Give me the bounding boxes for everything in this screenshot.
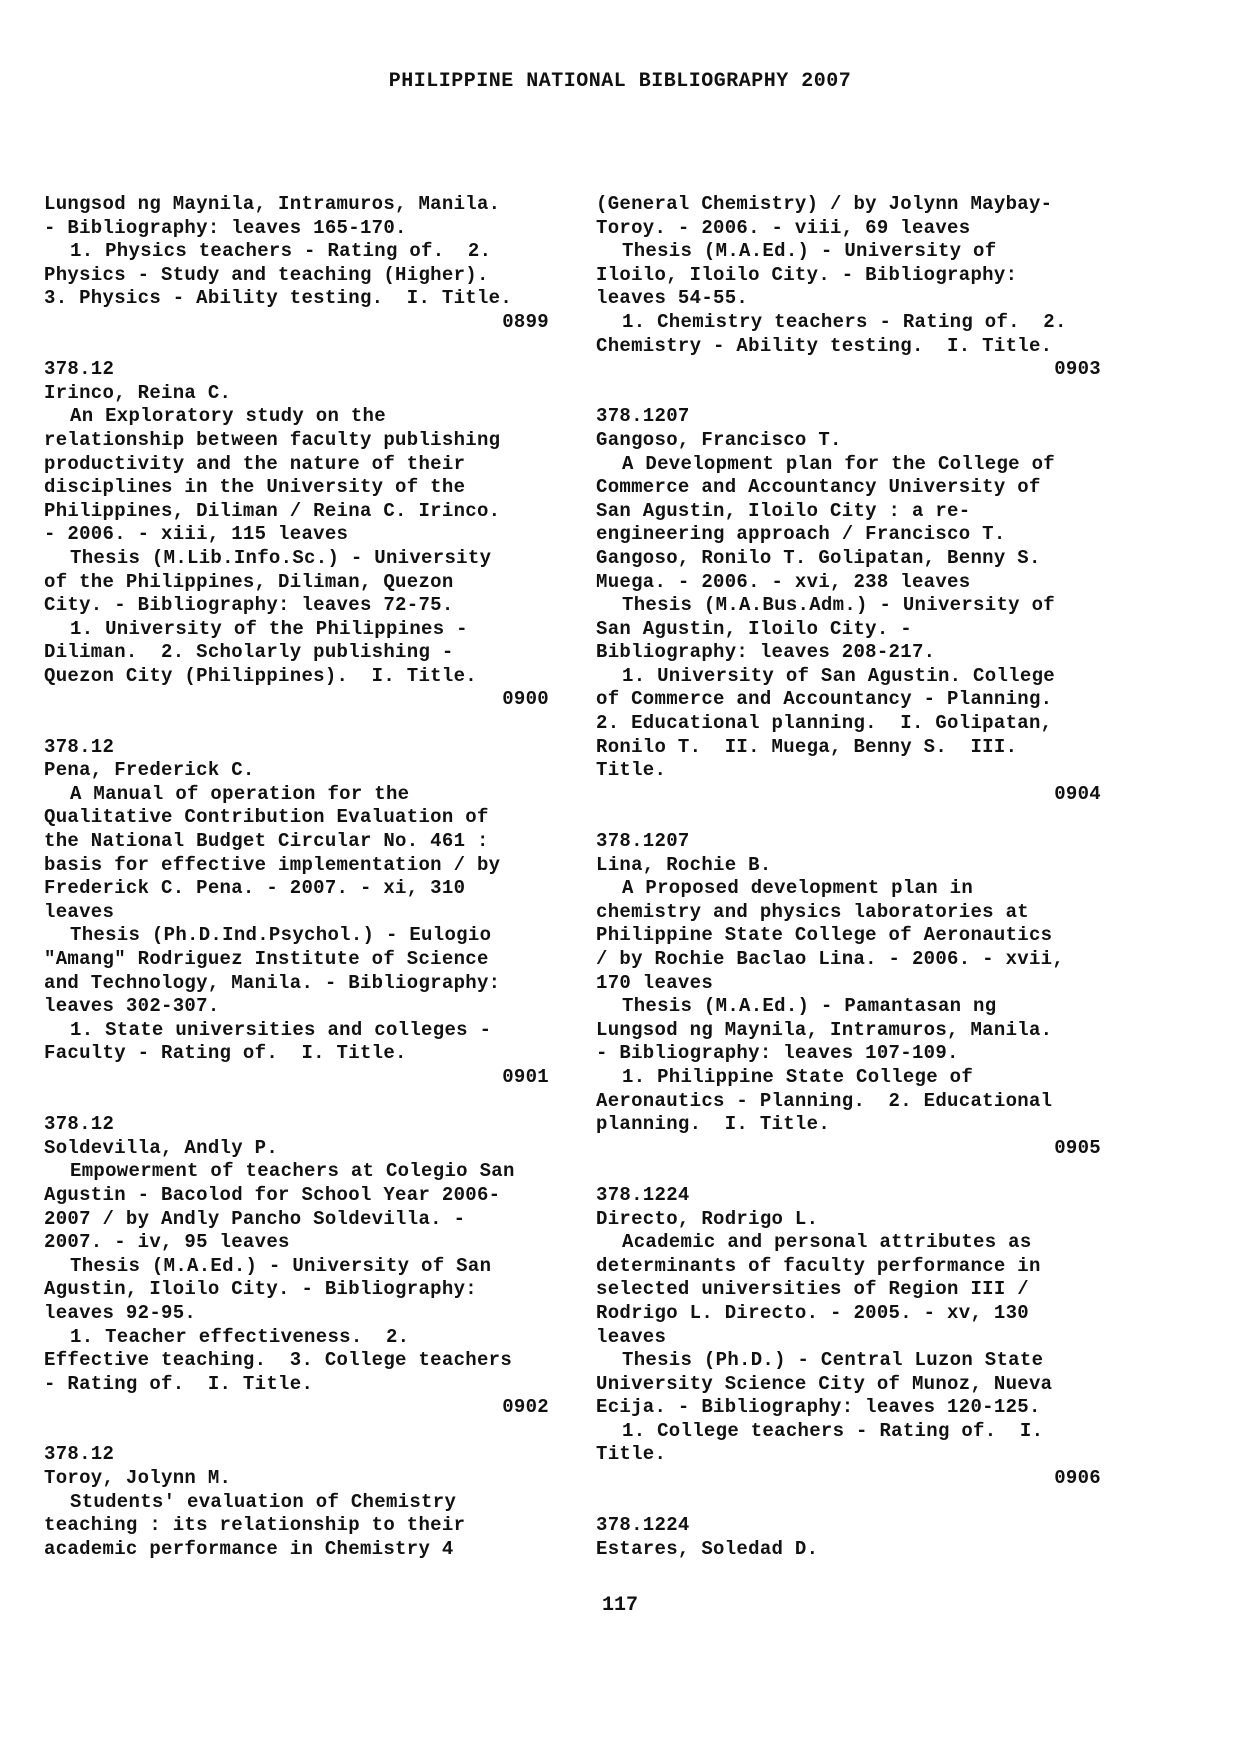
entry-line: chemistry and physics laboratories at [596, 900, 1029, 923]
subject-line: 1. College teachers - Rating of. I. [622, 1419, 1044, 1442]
entry-line: Commerce and Accountancy University of [596, 476, 1041, 499]
entry-line: "Amang" Rodriguez Institute of Science [44, 948, 489, 970]
entry-line: Ecija. - Bibliography: leaves 120-125. [596, 1396, 1041, 1419]
subject-line: 1. University of the Philippines - [70, 617, 468, 640]
entry-line: Philippine State College of Aeronautics [596, 924, 1053, 947]
class-number: 378.12 [44, 1443, 115, 1466]
subject-line: 1. University of San Agustin. College [622, 664, 1055, 687]
entry-number: 0903 [1054, 358, 1101, 381]
page-number: 117 [601, 1594, 638, 1617]
class-number: 378.12 [44, 1113, 115, 1136]
entry-line: disciplines in the University of the [44, 476, 466, 499]
thesis-line: Thesis (Ph.D.) - Central Luzon State [622, 1349, 1044, 1372]
class-number: 378.1224 [596, 1183, 690, 1206]
entry-line: planning. I. Title. [596, 1113, 831, 1136]
entry-number: 0904 [1054, 782, 1101, 805]
entry-line: selected universities of Region III / [596, 1278, 1029, 1301]
entry-line: 3. Physics - Ability testing. I. Title. [44, 287, 513, 310]
subject-line: 1. State universities and colleges - [70, 1018, 492, 1041]
title-line: A Development plan for the College of [622, 452, 1055, 475]
entry-line: Quezon City (Philippines). I. Title. [44, 664, 477, 687]
subject-line: 1. Chemistry teachers - Rating of. 2. [622, 310, 1067, 333]
author: Directo, Rodrigo L. [596, 1207, 819, 1230]
entry-line: leaves 54-55. [596, 287, 749, 310]
entry-line: Ronilo T. II. Muega, Benny S. III. [596, 735, 1018, 758]
entry-line: Muega. - 2006. - xvi, 238 leaves [596, 570, 971, 593]
entry-line: 2. Educational planning. I. Golipatan, [596, 712, 1053, 735]
entry-line: 2007. - iv, 95 leaves [44, 1231, 290, 1254]
entry-line: leaves [596, 1325, 667, 1348]
class-number: 378.1224 [596, 1514, 690, 1537]
entry-line: - Bibliography: leaves 107-109. [596, 1042, 959, 1065]
thesis-line: Thesis (M.Lib.Info.Sc.) - University [70, 546, 492, 569]
subject-line: 1. Teacher effectiveness. 2. [70, 1325, 410, 1348]
entry-line: Effective teaching. 3. College teachers [44, 1349, 513, 1372]
entry-line: engineering approach / Francisco T. [596, 523, 1006, 546]
class-number: 378.1207 [596, 830, 690, 853]
entry-line: Faculty - Rating of. I. Title. [44, 1042, 407, 1065]
entry-line: 170 leaves [596, 971, 714, 994]
thesis-line: Thesis (Ph.D.Ind.Psychol.) - Eulogio [70, 924, 492, 947]
entry-line: relationship between faculty publishing [44, 428, 501, 451]
title-line: Students' evaluation of Chemistry [70, 1490, 457, 1513]
entry-line: Frederick C. Pena. - 2007. - xi, 310 [44, 877, 466, 900]
class-number: 378.1207 [596, 405, 690, 428]
entry-line: - Rating of. I. Title. [44, 1372, 314, 1395]
entry-line: productivity and the nature of their [44, 452, 466, 475]
entry-line: University Science City of Munoz, Nueva [596, 1372, 1053, 1395]
entry-line: San Agustin, Iloilo City : a re- [596, 499, 971, 522]
entry-line: Qualitative Contribution Evaluation of [44, 806, 489, 829]
entry-line: Title. [596, 759, 667, 782]
left-column [44, 193, 549, 1561]
entry-line: Toroy. - 2006. - viii, 69 leaves [596, 216, 971, 239]
entry-line: and Technology, Manila. - Bibliography: [44, 971, 501, 994]
entry-line: 2007 / by Andly Pancho Soldevilla. - [44, 1207, 466, 1230]
entry-line: Iloilo, Iloilo City. - Bibliography: [596, 263, 1018, 286]
entry-line: determinants of faculty performance in [596, 1254, 1041, 1277]
entry-line: Bibliography: leaves 208-217. [596, 641, 936, 664]
entry-line: academic performance in Chemistry 4 [44, 1537, 454, 1560]
author: Toroy, Jolynn M. [44, 1467, 232, 1490]
entry-line: of the Philippines, Diliman, Quezon [44, 570, 454, 593]
entry-line: basis for effective implementation / by [44, 853, 501, 876]
entry-line: teaching : its relationship to their [44, 1514, 466, 1537]
entry-line: Diliman. 2. Scholarly publishing - [44, 641, 454, 664]
thesis-line: Thesis (M.A.Ed.) - Pamantasan ng [622, 995, 997, 1018]
entry-number: 0899 [502, 310, 549, 333]
entry-line: San Agustin, Iloilo City. - [596, 617, 912, 640]
title-line: A Manual of operation for the [70, 782, 410, 805]
entry-line: Lungsod ng Maynila, Intramuros, Manila. [596, 1018, 1053, 1041]
entry-number: 0902 [502, 1396, 549, 1419]
class-number: 378.12 [44, 735, 115, 758]
entry-line: Physics - Study and teaching (Higher). [44, 263, 489, 286]
entry-line: Agustin - Bacolod for School Year 2006- [44, 1183, 501, 1206]
entry-line: of Commerce and Accountancy - Planning. [596, 688, 1053, 711]
entry-line: Agustin, Iloilo City. - Bibliography: [44, 1278, 477, 1301]
author: Soldevilla, Andly P. [44, 1136, 279, 1159]
title-line: Empowerment of teachers at Colegio San [70, 1160, 515, 1183]
thesis-line: Thesis (M.A.Bus.Adm.) - University of [622, 594, 1055, 617]
title-line: Academic and personal attributes as [622, 1231, 1032, 1254]
thesis-line: Thesis (M.A.Ed.) - University of [622, 240, 997, 263]
entry-line: Aeronautics - Planning. 2. Educational [596, 1089, 1053, 1112]
entry-line: Gangoso, Ronilo T. Golipatan, Benny S. [596, 546, 1041, 569]
class-number: 378.12 [44, 358, 115, 381]
entry-line: leaves 92-95. [44, 1301, 197, 1324]
author: Pena, Frederick C. [44, 759, 255, 782]
subject-line: 1. Physics teachers - Rating of. 2. [70, 240, 492, 263]
entry-line: Chemistry - Ability testing. I. Title. [596, 334, 1053, 357]
entry-number: 0905 [1054, 1136, 1101, 1159]
entry-line: leaves 302-307. [44, 995, 220, 1018]
entry-line: / by Rochie Baclao Lina. - 2006. - xvii, [596, 948, 1065, 970]
entry-line: leaves [44, 900, 115, 923]
right-column [596, 193, 1101, 1561]
thesis-line: Thesis (M.A.Ed.) - University of San [70, 1254, 492, 1277]
entry-number: 0906 [1054, 1467, 1101, 1490]
entry-line: City. - Bibliography: leaves 72-75. [44, 594, 454, 617]
entry-line: the National Budget Circular No. 461 : [44, 830, 489, 853]
page-header: PHILIPPINE NATIONAL BIBLIOGRAPHY 2007 [388, 70, 852, 93]
author: Irinco, Reina C. [44, 381, 232, 404]
title-line: A Proposed development plan in [622, 877, 974, 900]
entry-line: Title. [596, 1443, 667, 1466]
entry-line: - 2006. - xiii, 115 leaves [44, 523, 349, 546]
author: Gangoso, Francisco T. [596, 428, 842, 451]
author: Lina, Rochie B. [596, 853, 772, 876]
entry-line: - Bibliography: leaves 165-170. [44, 216, 407, 239]
entry-number: 0901 [502, 1065, 549, 1088]
subject-line: 1. Philippine State College of [622, 1065, 974, 1088]
entry-line: Lungsod ng Maynila, Intramuros, Manila. [44, 193, 501, 215]
title-line: An Exploratory study on the [70, 405, 386, 428]
entry-number: 0900 [502, 688, 549, 711]
entry-line: Rodrigo L. Directo. - 2005. - xv, 130 [596, 1301, 1029, 1324]
entry-line: (General Chemistry) / by Jolynn Maybay- [596, 193, 1053, 215]
author: Estares, Soledad D. [596, 1537, 819, 1560]
entry-line: Philippines, Diliman / Reina C. Irinco. [44, 499, 501, 522]
